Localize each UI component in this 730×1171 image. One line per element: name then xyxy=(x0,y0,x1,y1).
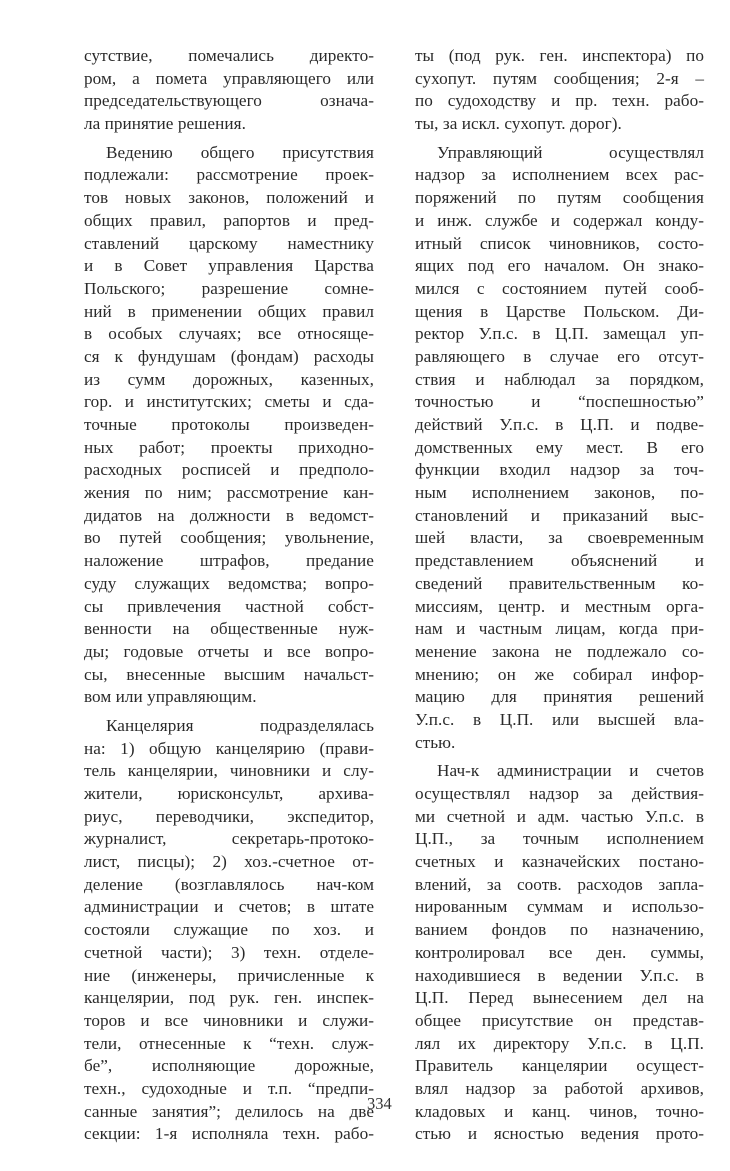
text-line: торов и все чиновники и служи- xyxy=(84,1010,374,1030)
text-line: щения в Царстве Польском. Ди- xyxy=(415,301,704,321)
text-line: во путей сообщения; увольнение, xyxy=(84,528,374,548)
text-line: секции: 1-я исполняла техн. рабо- xyxy=(84,1124,374,1144)
text-line: по судоходству и пр. техн. рабо- xyxy=(415,91,704,111)
text-line: тов новых законов, положений и xyxy=(84,188,374,208)
text-line: Польского; разрешение сомне- xyxy=(84,278,374,298)
text-line: контролировал все ден. суммы, xyxy=(415,942,704,962)
text-line: тель канцелярии, чиновники и слу- xyxy=(84,761,374,781)
paragraph-first-line: Нач-к администрации и счетов xyxy=(437,761,704,781)
text-line: сухопут. путям сообщения; 2-я – xyxy=(415,68,704,88)
text-line: надзор за исполнением всех рас- xyxy=(415,165,704,185)
text-line: журналист, секретарь-протоко- xyxy=(84,829,374,849)
text-line: точные протоколы произведен- xyxy=(84,415,374,434)
text-line: нам и частным лицам, когда при- xyxy=(415,619,704,639)
text-line: венности на общественные нуж- xyxy=(84,619,374,639)
text-line: осуществлял надзор за действия- xyxy=(415,784,704,803)
text-line: мился с состоянием путей сооб- xyxy=(415,278,704,298)
text-line: поряжений по путям сообщения xyxy=(415,188,704,208)
text-line: сведений правительственным ко- xyxy=(415,573,704,593)
text-line: становлений и приказаний выс- xyxy=(415,505,704,525)
text-line: и в Совет управления Царства xyxy=(84,256,374,276)
text-line: гор. и институтских; сметы и сда- xyxy=(84,392,374,412)
text-line: ми счетной и адм. частью У.п.с. в xyxy=(415,806,704,826)
text-line: представлением объяснений и xyxy=(415,551,704,571)
text-line: У.п.с. в Ц.П. или высшей вла- xyxy=(415,709,704,729)
text-line: из сумм дорожных, казенных, xyxy=(84,369,374,389)
paragraph-first-line: Канцелярия подразделялась xyxy=(106,715,374,735)
text-line: тели, отнесенные к “техн. служ- xyxy=(84,1033,374,1053)
text-line: ставлений царскому наместнику xyxy=(84,233,374,253)
text-line: жения по ним; рассмотрение кан- xyxy=(84,483,374,503)
text-line: ся к фундушам (фондам) расходы xyxy=(84,346,374,366)
text-line: состояли служащие по хоз. и xyxy=(84,920,374,940)
text-column-left xyxy=(84,45,374,1146)
text-line: в особых случаях; все относяще- xyxy=(84,324,374,344)
text-line: итный список чиновников, состо- xyxy=(415,233,704,253)
text-line: суду служащих ведомства; вопро- xyxy=(84,573,374,593)
text-line: ванием фондов по назначению, xyxy=(415,920,704,940)
page-number: 334 xyxy=(367,1094,392,1113)
text-line: равляющего в случае его отсут- xyxy=(415,346,704,366)
text-line: влял надзор за работой архивов, xyxy=(415,1078,704,1098)
text-line: сутствие, помечались директо- xyxy=(84,46,374,65)
text-line: подлежали: рассмотрение проек- xyxy=(84,165,374,185)
text-line: ным исполнением законов, по- xyxy=(415,483,704,503)
text-line: находившиеся в ведении У.п.с. в xyxy=(415,965,704,985)
text-line: миссиям, центр. и местным орга- xyxy=(415,596,704,616)
text-line: счетной части); 3) техн. отделе- xyxy=(84,942,374,962)
text-line: точностью и “поспешностью” xyxy=(415,392,704,412)
text-line: мнению; он же собирал инфор- xyxy=(415,664,704,684)
text-line: на: 1) общую канцелярию (прави- xyxy=(84,738,374,758)
text-line: счетных и казначейских постано- xyxy=(415,852,704,872)
text-line: риус, переводчики, экспедитор, xyxy=(84,806,374,826)
text-line: Правитель канцелярии осущест- xyxy=(415,1056,704,1076)
text-line: стью. xyxy=(415,732,456,752)
text-line: лист, писцы); 2) хоз.-счетное от- xyxy=(84,852,374,872)
text-line: домственных ему мест. В его xyxy=(415,437,704,457)
text-line: функции входил надзор за точ- xyxy=(415,460,704,480)
text-line: нированным суммам и использо- xyxy=(415,897,704,917)
text-line: кладовых и канц. чинов, точно- xyxy=(415,1101,704,1121)
text-line: вом или управляющим. xyxy=(84,687,257,707)
text-line: председательствующего означа- xyxy=(84,91,374,111)
text-line: лял их директору У.п.с. в Ц.П. xyxy=(415,1033,704,1053)
text-line: Ц.П. Перед вынесением дел на xyxy=(415,988,704,1008)
text-line: санные занятия”; делилось на две xyxy=(84,1101,374,1121)
text-line: ний в применении общих правил xyxy=(84,301,374,321)
text-line: ты, за искл. сухопут. дорог). xyxy=(415,114,622,134)
text-line: техн., судоходные и т.п. “предпи- xyxy=(84,1078,374,1098)
text-line: шей власти, за своевременным xyxy=(415,528,704,548)
text-line: влений, за соотв. расходов запла- xyxy=(415,874,704,894)
text-line: общее присутствие он представ- xyxy=(415,1010,704,1030)
text-line: ром, а помета управляющего или xyxy=(84,68,374,88)
text-line: сы, внесенные высшим начальст- xyxy=(84,664,374,684)
text-line: ректор У.п.с. в Ц.П. замещал уп- xyxy=(415,324,704,344)
text-line: деление (возглавлялось нач-ком xyxy=(84,874,374,894)
text-line: ние (инженеры, причисленные к xyxy=(84,965,374,985)
text-line: ла принятие решения. xyxy=(84,114,246,134)
text-line: наложение штрафов, предание xyxy=(84,551,374,571)
text-line: ных работ; проекты приходно- xyxy=(84,437,374,457)
text-line: действий У.п.с. в Ц.П. и подве- xyxy=(415,415,704,434)
text-line: бе”, исполняющие дорожные, xyxy=(84,1056,374,1076)
paragraph-first-line: Управляющий осуществлял xyxy=(437,142,704,162)
text-column-right xyxy=(415,45,704,1146)
paragraph-first-line: Ведению общего присутствия xyxy=(106,142,374,162)
text-line: канцелярии, под рук. ген. инспек- xyxy=(84,988,374,1008)
text-line: ящих под его началом. Он знако- xyxy=(415,256,704,276)
text-line: мацию для принятия решений xyxy=(415,687,704,707)
text-line: жители, юрисконсульт, архива- xyxy=(84,784,374,803)
text-line: ствия и наблюдал за порядком, xyxy=(415,369,704,389)
text-line: общих правил, рапортов и пред- xyxy=(84,210,374,230)
text-line: расходных росписей и предполо- xyxy=(84,460,374,480)
text-line: Ц.П., за точным исполнением xyxy=(415,829,704,849)
text-line: администрации и счетов; в штате xyxy=(84,897,374,917)
text-line: менение закона не подлежало со- xyxy=(415,641,704,661)
text-line: и инж. службе и содержал конду- xyxy=(415,210,704,230)
text-line: сы привлечения частной собст- xyxy=(84,596,374,616)
text-line: дидатов на должности в ведомст- xyxy=(84,505,374,525)
text-line: ды; годовые отчеты и все вопро- xyxy=(84,641,374,661)
text-line: стью и ясностью ведения прото- xyxy=(415,1124,704,1144)
text-line: ты (под рук. ген. инспектора) по xyxy=(415,46,704,65)
